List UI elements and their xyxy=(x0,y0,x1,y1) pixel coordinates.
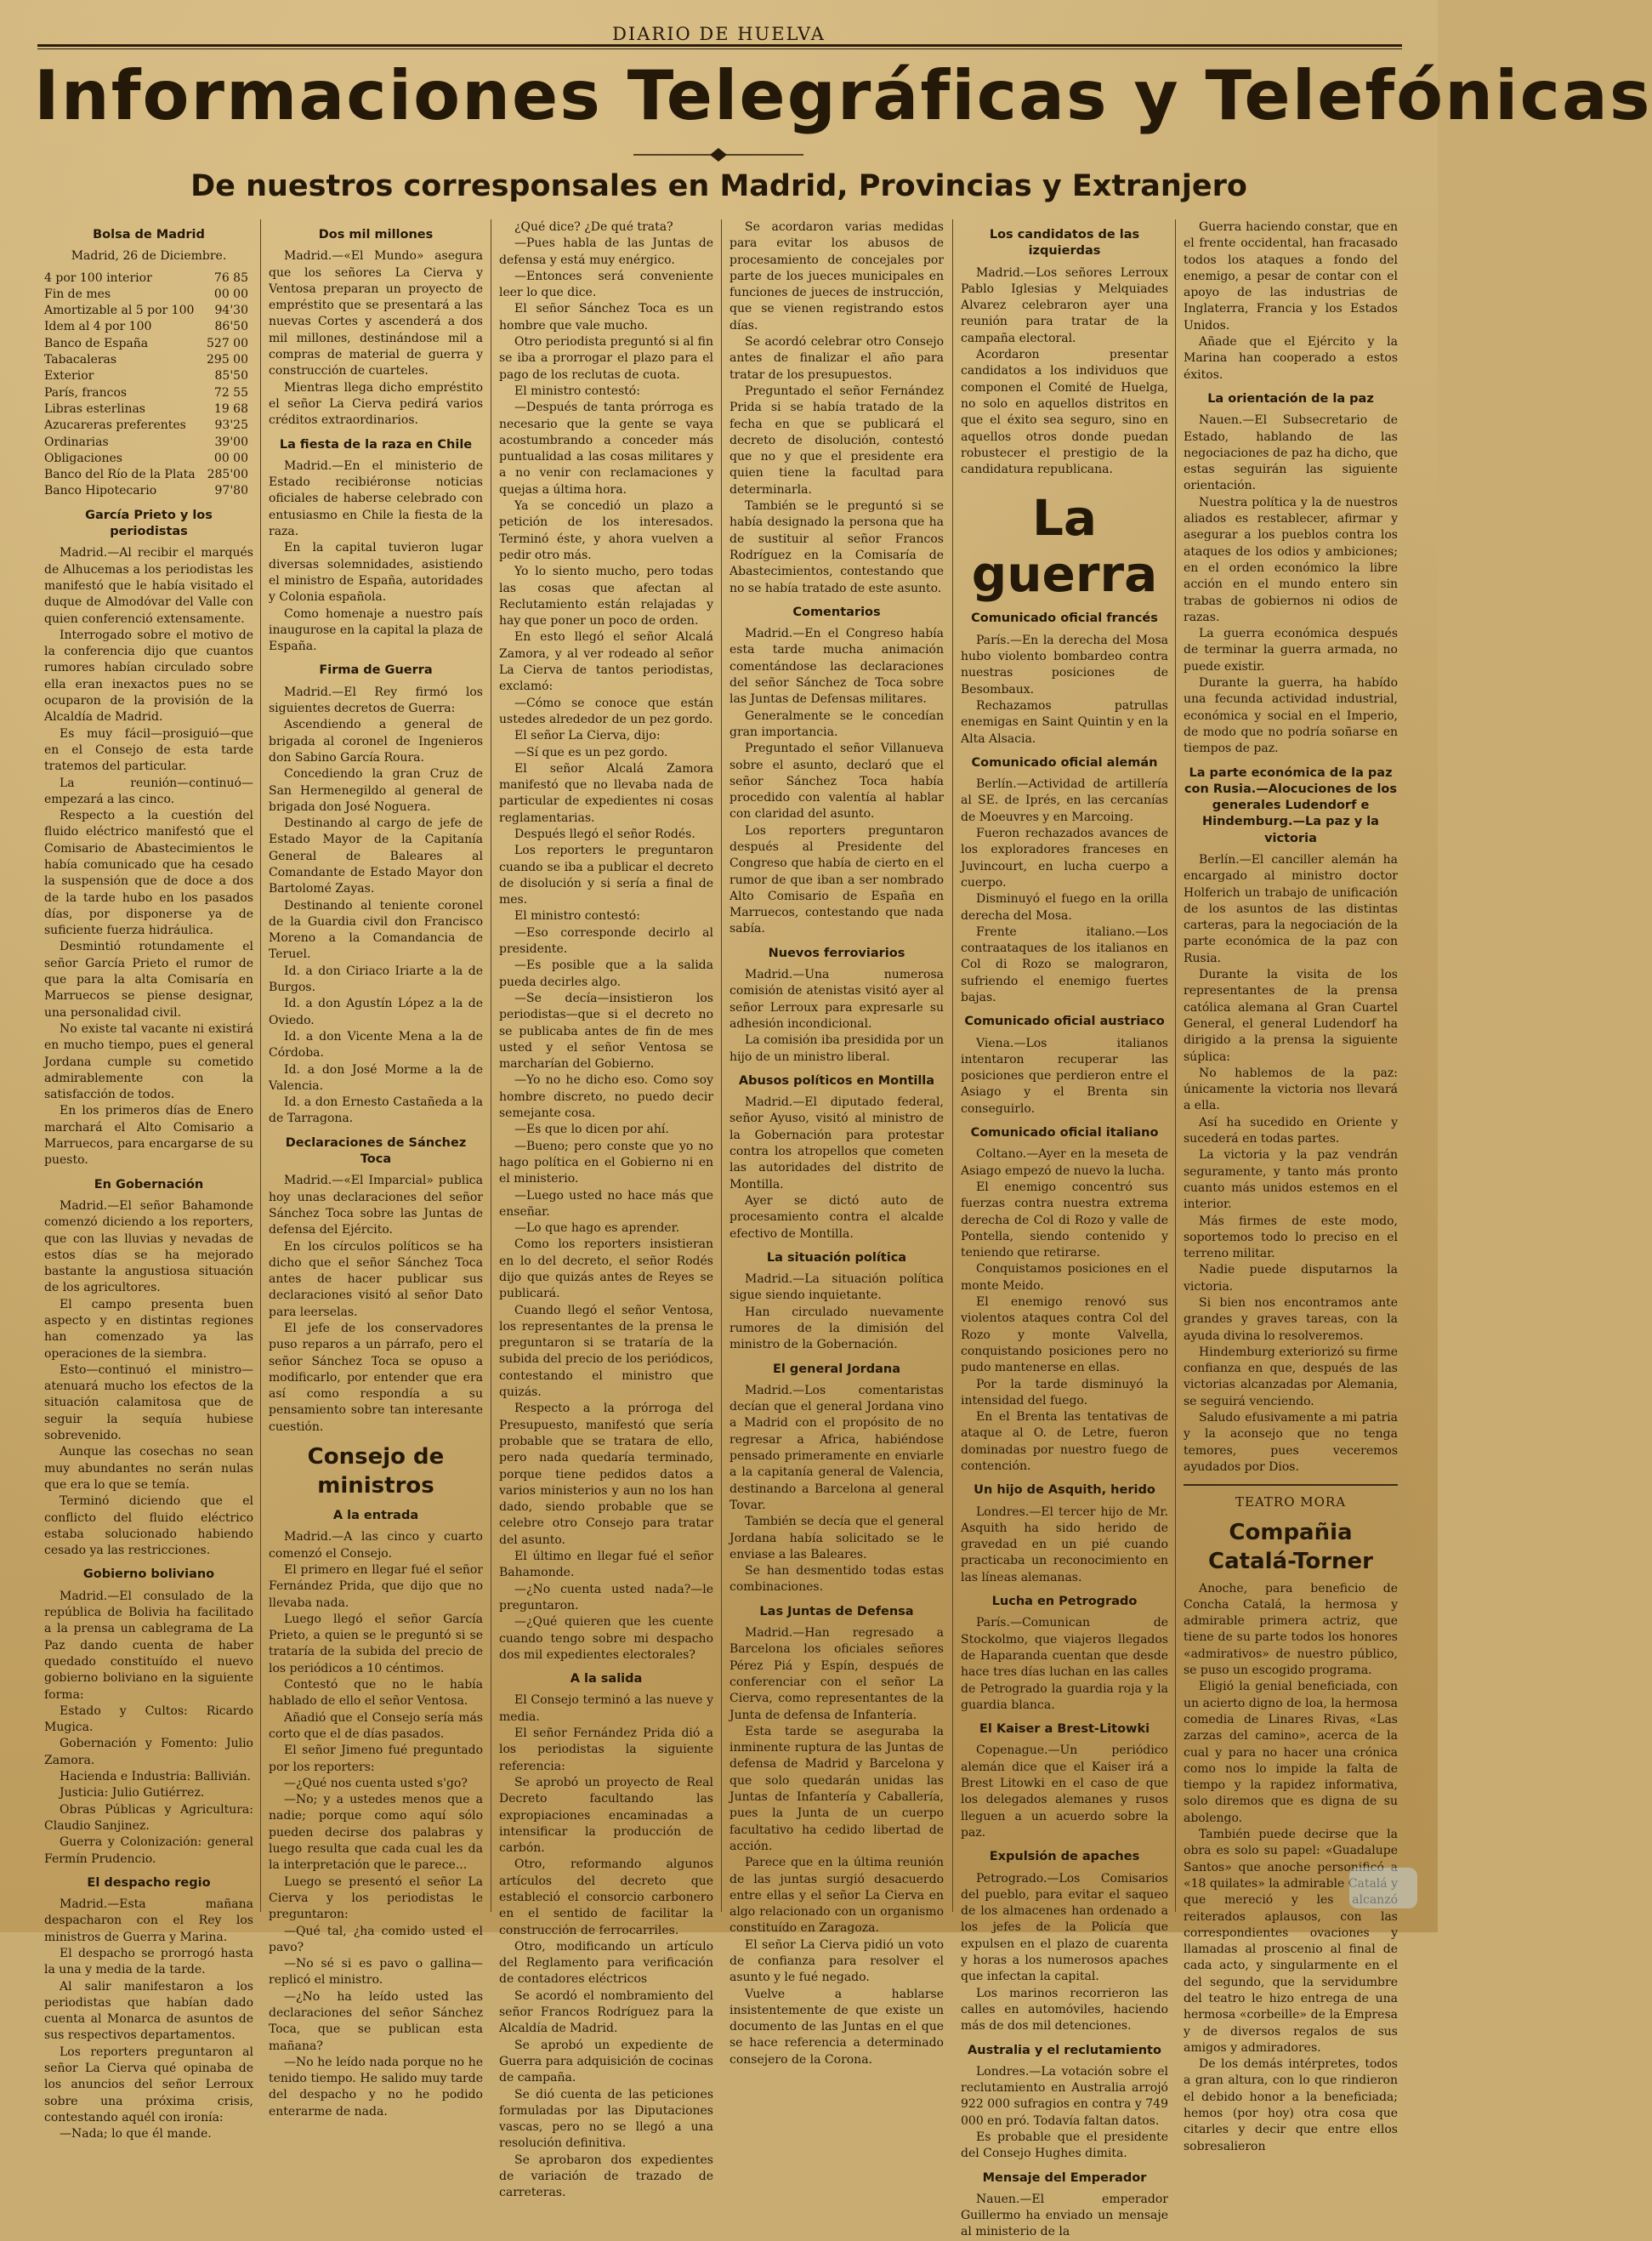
top-rule-thin xyxy=(37,48,1402,49)
section-heading: La parte económica de la paz con Rusia.—Alocuciones de los generales Ludendorf e Hindemburg.—La paz y la victoria xyxy=(1184,765,1398,845)
stock-label: Fin de mes xyxy=(44,287,111,301)
column-5 xyxy=(961,219,1168,2239)
stock-value: 285'00 xyxy=(207,468,248,482)
paragraph: El ministro contestó: xyxy=(514,384,640,398)
stock-row xyxy=(44,270,253,287)
paragraph: Madrid.—El diputado federal, señor Ayuso, visitó al ministro de la Gobernación para protestar contra los atropellos que cometen las autoridades del distrito de Montilla. xyxy=(729,1095,944,1192)
paragraph: Nauen.—El emperador Guillermo ha enviado un mensaje al ministerio de la xyxy=(961,2192,1168,2239)
paragraph: El ministro contestó: xyxy=(514,909,640,924)
paragraph: Nadie puede disputarnos la victoria. xyxy=(1184,1263,1398,1294)
article-body xyxy=(961,265,1168,479)
stock-value: 86'50 xyxy=(214,320,248,334)
paragraph: Preguntado el señor Villanueva sobre el asunto, declaró que el señor Sánchez Toca había procedido con valentía al hablar con claridad del asunto. xyxy=(729,742,944,822)
column-3 xyxy=(499,219,713,2200)
stock-label: Banco Hipotecario xyxy=(44,484,157,498)
paragraph: —¿Qué nos cuenta usted s'go? xyxy=(284,1776,468,1790)
stock-value: 94'30 xyxy=(214,304,248,318)
paragraph: Madrid.—Los señores Lerroux Pablo Iglesias y Melquiades Alvarez celebraron ayer una reunión para tratar de la campaña electoral. xyxy=(961,265,1168,345)
section-heading: García Prieto y los periodistas xyxy=(85,508,213,539)
headline: Informaciones Telegráficas y Telefónicas xyxy=(34,56,1652,135)
stock-row xyxy=(44,319,253,335)
paragraph: —Se decía—insistieron los periodistas—que si el decreto no se publicaba antes de fin de mes usted y el señor Ventosa se marcharían del Gobierno. xyxy=(499,991,713,1072)
stock-label: Amortizable al 5 por 100 xyxy=(44,304,195,318)
section-heading: Gobierno boliviano xyxy=(82,1567,215,1582)
paragraph: Berlín.—Actividad de artillería al SE. de Iprés, en las cercanías de Moeuvres y en Marcoing. xyxy=(961,777,1168,824)
section-heading: Mensaje del Emperador xyxy=(982,2170,1147,2185)
stock-value: 76 85 xyxy=(213,270,248,285)
paragraph: Se acordó celebrar otro Consejo antes de finalizar el año para tratar de los presupuestos. xyxy=(729,335,944,382)
section-heading: Comunicado oficial austriaco xyxy=(964,1015,1165,1029)
section-heading: Abusos políticos en Montilla xyxy=(738,1073,935,1088)
stock-label: Exterior xyxy=(44,369,94,384)
stock-value: 93'25 xyxy=(214,418,248,433)
paragraph: Los reporters preguntaron al señor La Cierva qué opinaba de los anuncios del señor Lerroux sobre una próxima crisis, contestando aquél con ironía: xyxy=(44,2045,253,2124)
paragraph: Madrid.—El consulado de la república de Bolivia ha facilitado a la prensa un cablegrama de La Paz dando cuenta de haber quedado constituído el nuevo gobierno boliviano en la siguiente forma: xyxy=(44,1589,253,1702)
paragraph: —Qué tal, ¿ha comido usted el pavo? xyxy=(269,1924,483,1954)
section-heading-large: Consejo de ministros xyxy=(307,1444,445,1499)
paragraph: Id. a don Ciriaco Iriarte a la de Burgos. xyxy=(269,964,483,995)
paragraph: Los reporters le preguntaron cuando se iba a publicar el decreto de disolución y si sería a final de mes. xyxy=(499,844,713,907)
paragraph: Al salir manifestaron a los periodistas que habían dado cuenta al Monarca de asuntos de sus respectivos departamentos. xyxy=(44,1979,253,2043)
paragraph: —Nada; lo que él mande. xyxy=(60,2127,212,2141)
paragraph: La comisión iba presidida por un hijo de un ministro liberal. xyxy=(729,1033,944,1064)
paragraph: Madrid.—«El Mundo» asegura que los señores La Cierva y Ventosa preparan un proyecto de empréstito que se presentará a las nuevas Cortes y ascenderá a dos mil millones, destinándose mil a compras de material de guerra y construcción de cuarteles. xyxy=(269,249,483,378)
paragraph: París.—Comunican de Stockolmo, que viajeros llegados de Haparanda cuentan que desde hace tres días luchan en las calles de Petrogrado la guardia roja y la guardia blanca. xyxy=(961,1616,1168,1712)
stock-row xyxy=(44,336,253,352)
paragraph: París.—En la derecha del Mosa hubo violento bombardeo contra nuestras posiciones de Besombaux. xyxy=(961,633,1168,697)
paragraph: Ascendiendo a general de brigada al coronel de Ingenieros don Sabino García Roura. xyxy=(269,718,483,765)
paragraph: Nauen.—El Subsecretario de Estado, hablando de las negociaciones de paz ha dicho, que estas seguirán las siguiente orientación. xyxy=(1184,413,1398,493)
paragraph: El señor Fernández Prida dió a los periodistas la siguiente referencia: xyxy=(499,1726,713,1773)
paragraph: Madrid.—Una numerosa comisión de atenistas visitó ayer al señor Lerroux para expresarle su adhesión incondicional. xyxy=(729,968,944,1031)
article-body xyxy=(729,967,944,1066)
section-heading: Declaraciones de Sánchez Toca xyxy=(285,1135,467,1167)
paragraph: No hablemos de la paz: únicamente la victoria nos llevará a ella. xyxy=(1184,1066,1398,1113)
paragraph: Han circulado nuevamente rumores de la dimisión del ministro de la Gobernación. xyxy=(729,1305,944,1352)
section-heading: Lucha en Petrogrado xyxy=(991,1595,1138,1609)
paragraph: Otro, reformando algunos artículos del decreto que estableció el consorcio carbonero en el sentido de facilitar la construcción de ferrocarriles. xyxy=(499,1857,713,1937)
paragraph: Respecto a la prórroga del Presupuesto, manifestó que sería probable que se tratara de ello, pero nada quedaría terminado, porque tiene pedidos datos a varios ministerios y aun no los han dado, siendo probable que se celebre otro Consejo para tratar del asunto. xyxy=(499,1402,713,1547)
stock-label: Banco del Río de la Plata xyxy=(44,468,196,482)
paragraph: El campo presenta buen aspecto y en distintas regiones han comenzado ya las operaciones de la siembra. xyxy=(44,1297,253,1361)
section-heading: Bolsa de Madrid xyxy=(93,228,205,242)
stock-row xyxy=(44,401,253,418)
paragraph: —Bueno; pero conste que yo no hago política en el Gobierno ni en el ministerio. xyxy=(499,1139,713,1186)
section-heading: Comentarios xyxy=(792,605,881,619)
stock-label: 4 por 100 interior xyxy=(44,270,152,285)
ornament-rule xyxy=(633,146,803,163)
paragraph: Saludo efusivamente a mi patria y la aconsejo que no tenga temores, pues veceremos ayudados por Dios. xyxy=(1184,1411,1398,1474)
paragraph: —Es posible que a la salida pueda decirles algo. xyxy=(499,958,713,989)
article-body xyxy=(729,1625,944,2068)
paragraph: Preguntado el señor Fernández Prida si se había tratado de la fecha en que se publicará el decreto de disolución, contestó que no y que el presidente era quien tiene la facultad para determinarla. xyxy=(729,384,944,497)
stock-value: 97'80 xyxy=(214,484,248,498)
paragraph: Se acordaron varias medidas para evitar los abusos de procesamiento de concejales por parte de los jueces municipales en funciones de jueces de instrucción, que se vienen registrando estos días. xyxy=(729,220,944,333)
section-heading: Comunicado oficial alemán xyxy=(971,755,1158,770)
article-body xyxy=(729,1271,944,1353)
paragraph: Disminuyó el fuego en la orilla derecha del Mosa. xyxy=(961,892,1168,923)
paragraph: Obras Públicas y Agricultura: Claudio Sanjinez. xyxy=(44,1802,253,1833)
paragraph: Aunque las cosechas no sean muy abundantes no serán nulas que era lo que se temía. xyxy=(44,1445,253,1492)
article-body xyxy=(961,1615,1168,1714)
paragraph: El señor La Cierva, dijo: xyxy=(514,729,661,743)
paragraph: —No he leído nada porque no he tenido tiempo. He salido muy tarde del despacho y no he podido enterarme de nada. xyxy=(269,2055,483,2119)
section-heading: La fiesta de la raza en Chile xyxy=(279,437,473,452)
stock-value: 295 00 xyxy=(207,353,248,367)
article-body xyxy=(44,545,253,1169)
stock-row xyxy=(44,451,253,467)
stock-value: 527 00 xyxy=(207,336,248,350)
paragraph: Otro, modificando un artículo del Reglamento para verificación de contadores eléctricos xyxy=(499,1939,713,1987)
stock-row xyxy=(44,435,253,451)
paragraph: Guerra haciendo constar, que en el frente occidental, han fracasado todos los ataques a fondo del enemigo, a pesar de contar con el apoyo de las industrias de Inglaterra, Francia y los Estados Unidos. xyxy=(1184,220,1398,333)
stock-row xyxy=(44,483,253,499)
paragraph: Esta tarde se aseguraba la inminente ruptura de las Juntas de defensa de Madrid y Barcelona y que solo quedarán unidas las Juntas de Infantería y Caballería, pues la Junta de un cuerpo facultativo ha cedido libertad de acción. xyxy=(729,1724,944,1853)
paragraph: No existe tal vacante ni existirá en mucho tiempo, pues el general Jordana cumple su cometido admirablemente con la satisfacción de todos. xyxy=(44,1021,253,1102)
paragraph: Desmintió rotundamente el señor García Prieto el rumor de que para la alta Comisaría en Marruecos se piense designar, una personalidad civil. xyxy=(44,940,253,1020)
section-heading: La orientación de la paz xyxy=(1207,391,1374,406)
paragraph: La victoria y la paz vendrán seguramente, y tanto más pronto cuanto más unidos estemos en el interior. xyxy=(1184,1148,1398,1212)
paragraph: ¿Qué dice? ¿De qué trata? xyxy=(514,220,673,234)
article-body xyxy=(729,1383,944,1596)
paragraph: Ya se concedió un plazo a petición de los interesados. Terminó éste, y ahora vuelven a pedir otro más. xyxy=(499,499,713,562)
paragraph: Destinando al cargo de jefe de Estado Mayor de la Capitanía General de Baleares al Comandante de Estado Mayor don Bartolomé Zayas. xyxy=(269,816,483,896)
section-heading-large: Compañia Catalá-Torner xyxy=(1208,1519,1373,1574)
article-body xyxy=(961,776,1168,1006)
section-heading: Australia y el reclutamiento xyxy=(968,2043,1161,2057)
paragraph: —Pues habla de las Juntas de defensa y está muy enérgico. xyxy=(499,236,713,267)
column-2 xyxy=(269,219,483,2119)
paragraph: Fueron rechazados avances de los exploradores franceses en Juvincourt, en lucha cuerpo a cuerpo. xyxy=(961,827,1168,890)
paragraph: Madrid.—«El Imparcial» publica hoy unas declaraciones del señor Sánchez Toca sobre las Juntas de defensa del Ejército. xyxy=(269,1174,483,1237)
paragraph: Nuestra política y la de nuestros aliados es restablecer, afirmar y asegurar a los pueblos contra los ataques de los odios y ambiciones; en el orden económico la libre acción en el mundo entero sin trabas de gobiernos ni odios de razas. xyxy=(1184,495,1398,624)
paragraph: Añade que el Ejército y la Marina han cooperado a estos éxitos. xyxy=(1184,335,1398,382)
paragraph: Id. a don Ernesto Castañeda a la de Tarragona. xyxy=(269,1095,483,1126)
paragraph: Se dió cuenta de las peticiones formuladas por las Diputaciones vascas, pero no se llegó a una resolución definitiva. xyxy=(499,2087,713,2151)
paragraph: Petrogrado.—Los Comisarios del pueblo, para evitar el saqueo de los almacenes han ordenado a los jefes de la Policía que expulsen en el plazo de cuarenta y horas a los numerosos apaches que infectan la capital. xyxy=(961,1871,1168,1984)
paragraph: Concediendo la gran Cruz de San Hermenegildo al general de brigada don José Noguera. xyxy=(269,767,483,814)
paragraph: Parece que en la última reunión de las juntas surgió desacuerdo entre ellas y el señor La Cierva en algo relacionado con un organismo constituído en Zaragoza. xyxy=(729,1856,944,1936)
paragraph: Viena.—Los italianos intentaron recuperar las posiciones que perdieron entre el Asiago y el Brenta sin conseguirlo. xyxy=(961,1036,1168,1116)
paragraph: En el Brenta las tentativas de ataque al O. de Letre, fueron dominadas por nuestro fuego de contención. xyxy=(961,1410,1168,1473)
paragraph: También se decía que el general Jordana había solicitado se le enviase a las Baleares. xyxy=(729,1515,944,1561)
paragraph: —Lo que hago es aprender. xyxy=(514,1221,680,1236)
paragraph: Así ha sucedido en Oriente y sucederá en todas partes. xyxy=(1184,1115,1398,1146)
paragraph: También se le preguntó si se había designado la persona que ha de sustituir al señor Francos Rodríguez en la Comisaría de Abastecimientos, contestando que no se había tratado de este asunto. xyxy=(729,499,944,595)
paragraph: La guerra económica después de terminar la guerra armada, no puede existir. xyxy=(1184,627,1398,674)
stock-table xyxy=(44,270,253,500)
paragraph: Se aprobó un proyecto de Real Decreto facultando las expropiaciones encaminadas a intensificar la producción de carbón. xyxy=(499,1775,713,1856)
stock-row xyxy=(44,287,253,303)
paragraph: El señor Alcalá Zamora manifestó que no llevaba nada de particular de expedientes ni cosas reglamentarias. xyxy=(499,761,713,825)
article-body xyxy=(961,1146,1168,1475)
stock-row xyxy=(44,352,253,368)
stock-label: Azucareras preferentes xyxy=(44,418,186,433)
section-heading: Firma de Guerra xyxy=(319,663,433,678)
paragraph: Copenague.—Un periódico alemán dice que el Kaiser irá a Brest Litowki en el caso de que los delegados alemanes y rusos lleguen a un acuerdo sobre la paz. xyxy=(961,1743,1168,1840)
section-heading: Un hijo de Asquith, herido xyxy=(974,1483,1155,1498)
paragraph: De los demás intérpretes, todos a gran altura, con lo que rindieron el debido honor a la beneficiada; hemos (por hoy) otra cosa que citarles y decir que entre ellos sobresalieron xyxy=(1184,2057,1398,2153)
stock-value: 39'00 xyxy=(214,435,248,449)
paragraph: Anoche, para beneficio de Concha Catalá, la hermosa y admirable primera actriz, que tiene de su parte todos los honores «admirativos» de nuestro público, se puso un escogido programa. xyxy=(1184,1581,1398,1678)
paragraph: Cuando llegó el señor Ventosa, los representantes de la prensa le preguntaron si se trataría de la subida del precio de los periódicos, contestando el ministro que quizás. xyxy=(499,1303,713,1400)
stock-label: Obligaciones xyxy=(44,451,122,465)
paragraph: El señor Jimeno fué preguntado por los reporters: xyxy=(269,1743,483,1774)
dateline: Madrid, 26 de Diciembre. xyxy=(71,249,227,264)
paragraph: Como los reporters insistieran en lo del decreto, el señor Rodés dijo que quizás antes de Reyes se publicará. xyxy=(499,1237,713,1301)
paragraph: El enemigo concentró sus fuerzas contra nuestra extrema derecha de Col di Rozo y valle de Pontella, siendo contenido y teniendo que retirarse. xyxy=(961,1180,1168,1260)
paragraph: Vuelve a hablarse insistentemente de que existe un documento de las Juntas en el que se hace referencia a determinado consejero de la Corona. xyxy=(729,1987,944,2067)
paragraph: —Yo no he dicho eso. Como soy hombre discreto, no puedo decir semejante cosa. xyxy=(499,1073,713,1121)
paragraph: —No; y a ustedes menos que a nadie; porque como aquí sólo pueden decirse dos palabras y luego resulta que cada cual les da la interpretación que le parece... xyxy=(269,1793,483,1873)
paragraph: Guerra y Colonización: general Fermín Prudencio. xyxy=(44,1835,253,1866)
stock-value: 72 55 xyxy=(213,385,248,400)
article-body xyxy=(961,1871,1168,2035)
paragraph: Esto—continuó el ministro—atenuará mucho los efectos de la situación calamitosa que de seguir la sequía hubiese sobrevenido. xyxy=(44,1362,253,1443)
paragraph: Por la tarde disminuyó la intensidad del fuego. xyxy=(961,1377,1168,1408)
paragraph: En los primeros días de Enero marchará el Alto Comisario a Marruecos, para encargarse de su puesto. xyxy=(44,1104,253,1168)
article-body xyxy=(269,1529,483,2120)
paragraph: También puede decirse que la obra es solo su papel: «Guadalupe Santos» que anoche personificó a «18 quilates» la admirable Catalá y que mereció y les alcanzó reiterados aplausos, con las correspondientes ovaciones y llamadas al proscenio al final de cada acto, y singularmente en el del segundo, que la servidumbre del teatro le hizo entrega de una hermosa «corbeille» de la Empresa y de diversos regalos de sus amigos y admiradores. xyxy=(1184,1828,1398,2055)
paragraph: Id. a don Vicente Mena a la de Córdoba. xyxy=(269,1029,483,1061)
paragraph: Id. a don José Morme a la de Valencia. xyxy=(269,1062,483,1093)
column-rule xyxy=(260,219,261,1912)
section-heading: Las Juntas de Defensa xyxy=(759,1604,914,1618)
stock-value: 00 00 xyxy=(213,287,248,301)
column-4 xyxy=(729,219,944,2067)
paragraph: Gobernación y Fomento: Julio Zamora. xyxy=(44,1737,253,1767)
column-1 xyxy=(44,219,253,2141)
article-body xyxy=(269,685,483,1128)
paragraph: —¿Qué quieren que les cuente cuando tengo sobre mi despacho dos mil expedientes electorales? xyxy=(499,1615,713,1662)
paragraph: Rechazamos patrullas enemigas en Saint Quintin y en la Alta Alsacia. xyxy=(961,698,1168,746)
section-heading: Comunicado oficial italiano xyxy=(970,1126,1159,1140)
article-body xyxy=(961,1504,1168,1586)
section-heading: Dos mil millones xyxy=(318,228,434,242)
paragraph: Justicia: Julio Gutiérrez. xyxy=(60,1786,205,1800)
paragraph: —No sé si es pavo o gallina—replicó el ministro. xyxy=(269,1957,483,1988)
stock-row xyxy=(44,368,253,384)
paragraph: Después llegó el señor Rodés. xyxy=(514,827,695,841)
article-body xyxy=(269,458,483,656)
stock-row xyxy=(44,418,253,434)
paragraph: En la capital tuvieron lugar diversas solemnidades, asistiendo el ministro de España, autoridades y Colonia española. xyxy=(269,541,483,605)
paragraph: Añadió que el Consejo sería más corto que el de días pasados. xyxy=(269,1710,483,1741)
paragraph: Berlín.—El canciller alemán ha encargado al ministro doctor Holferich un trabajo de unificación de los asuntos de las distintas carteras, para la negociación de la parte económica de la paz con Rusia. xyxy=(1184,852,1398,965)
column-rule xyxy=(1175,219,1176,1912)
paragraph: En los círculos políticos se ha dicho que el señor Sánchez Toca antes de hacer publicar sus declaraciones visitó al señor Dato para leerselas. xyxy=(269,1239,483,1319)
paragraph: Eligió la genial beneficiada, con un acierto digno de loa, la hermosa comedia de Linares Rivas, «Las zarzas del camino», acerca de la cual y para no hacer una crónica como nos lo impide la falta de tiempo y la rapidez informativa, solo diremos que es digna de su abolengo. xyxy=(1184,1680,1398,1825)
paragraph: El último en llegar fué el señor Bahamonde. xyxy=(499,1550,713,1580)
paragraph: Terminó diciendo que el conflicto del fluido eléctrico estaba solucionado habiendo cesado ya las restricciones. xyxy=(44,1494,253,1558)
stock-label: Tabacaleras xyxy=(44,353,117,367)
paragraph: Se han desmentido todas estas combinaciones. xyxy=(729,1564,944,1595)
article-body xyxy=(961,633,1168,748)
stock-label: Ordinarias xyxy=(44,435,109,449)
paragraph: —Entonces será conveniente leer lo que dice. xyxy=(499,269,713,300)
paragraph: Yo lo siento mucho, pero todas las cosas que afectan al Reclutamiento están relajadas y hay que poner un poco de orden. xyxy=(499,565,713,629)
stock-label: París, francos xyxy=(44,385,128,400)
top-rule xyxy=(37,44,1402,47)
paragraph: Mientras llega dicho empréstito el señor La Cierva pedirá varios créditos extraordinarios. xyxy=(269,380,483,428)
paragraph: Destinando al teniente coronel de la Guardia civil don Francisco Moreno a la Comandancia de Teruel. xyxy=(269,898,483,962)
paragraph: La reunión—continuó—empezará a las cinco. xyxy=(44,776,253,806)
paragraph: Otro periodista preguntó si al fin se iba a prorrogar el plazo para el pago de los reclutas de cuota. xyxy=(499,335,713,382)
section-divider xyxy=(1184,1484,1398,1486)
paragraph: Se acordó el nombramiento del señor Francos Rodríguez para la Alcaldía de Madrid. xyxy=(499,1988,713,2036)
section-heading: Nuevos ferroviarios xyxy=(768,946,905,960)
section-heading: Expulsión de apaches xyxy=(989,1850,1140,1864)
running-head: DIARIO DE HUELVA xyxy=(612,24,826,44)
article-body xyxy=(499,219,713,1664)
stock-row xyxy=(44,385,253,401)
article-body xyxy=(1184,412,1398,757)
paragraph: El despacho se prorrogó hasta la una y media de la tarde. xyxy=(44,1946,253,1977)
paragraph: Londres.—El tercer hijo de Mr. Asquith ha sido herido de gravedad en un pié cuando practicaba un reconocimiento en las líneas alemanas. xyxy=(961,1504,1168,1584)
stock-value: 00 00 xyxy=(213,451,248,465)
paragraph: El primero en llegar fué el señor Fernández Prida, que dijo que no llevaba nada. xyxy=(269,1562,483,1610)
paragraph: Londres.—La votación sobre el reclutamiento en Australia arrojó 922 000 sufragios en contra y 749 000 en pró. Todavía faltan datos. xyxy=(961,2064,1168,2128)
article-body xyxy=(1184,852,1398,1476)
paragraph: Frente italiano.—Los contraataques de los italianos en Col di Rozo se malograron, sufriendo el enemigo fuertes bajas. xyxy=(961,924,1168,1004)
stock-value: 85'50 xyxy=(214,369,248,384)
paragraph: —Eso corresponde decirlo al presidente. xyxy=(499,925,713,957)
paragraph: Más firmes de este modo, soportemos todo lo preciso en el terreno militar. xyxy=(1184,1214,1398,1261)
paragraph: Durante la visita de los representantes de la prensa católica alemana al Gran Cuartel General, el general Ludendorf ha dirigido a la prensa la siguiente súplica: xyxy=(1184,968,1398,1064)
paragraph: Los reporters preguntaron después al Presidente del Congreso que había de cierto en el rumor de que iban a ser nombrado Alto Comisario de España en Marruecos, contestando que nada sabía. xyxy=(729,823,944,936)
column-rule xyxy=(952,219,953,1912)
paragraph: Madrid.—Esta mañana despacharon con el Rey los ministros de Guerra y Marina. xyxy=(44,1897,253,1944)
watermark-badge xyxy=(1349,1868,1417,1908)
article-body xyxy=(729,1095,944,1243)
section-heading: A la entrada xyxy=(332,1509,419,1523)
subheadline: De nuestros corresponsales en Madrid, Provincias y Extranjero xyxy=(190,169,1247,203)
section-heading: Los candidatos de las izquierdas xyxy=(989,228,1140,259)
section-kicker: TEATRO MORA xyxy=(1235,1494,1347,1510)
paragraph: —Cómo se conoce que están ustedes alrededor de un pez gordo. xyxy=(499,696,713,726)
paragraph: Ayer se dictó auto de procesamiento contra el alcalde efectivo de Montilla. xyxy=(729,1193,944,1241)
article-body xyxy=(729,626,944,938)
paragraph: Madrid.—A las cinco y cuarto comenzó el Consejo. xyxy=(269,1530,483,1561)
article-body xyxy=(499,1692,713,2201)
article-body xyxy=(1184,219,1398,384)
paragraph: Madrid.—Han regresado a Barcelona los oficiales señores Pérez Piá y Espín, después de conferenciar con el señor La Cierva, como representantes de la Junta de defensa de Infantería. xyxy=(729,1626,944,1722)
section-heading: Comunicado oficial francés xyxy=(971,611,1158,626)
paragraph: El señor Sánchez Toca es un hombre que vale mucho. xyxy=(499,302,713,333)
article-body xyxy=(44,1198,253,1560)
article-body xyxy=(961,1036,1168,1118)
paragraph: Id. a don Agustín López a la de Oviedo. xyxy=(269,997,483,1027)
paragraph: Hindemburg exteriorizó su firme confianza en que, después de las victorias alcanzadas por Alemania, se seguirá venciendo. xyxy=(1184,1345,1398,1408)
paragraph: Se aprobaron dos expedientes de variación de trazado de carreteras. xyxy=(499,2153,713,2200)
paragraph: —Después de tanta prórroga es necesario que la gente se vaya acostumbrando a conceder más puntualidad a las cosas militares y a no venir con reclamaciones y quejas a última hora. xyxy=(499,401,713,497)
article-body xyxy=(269,248,483,429)
article-body xyxy=(961,2192,1168,2241)
section-heading: El general Jordana xyxy=(772,1362,901,1376)
paragraph: —Es que lo dicen por ahí. xyxy=(514,1123,669,1137)
section-heading: En Gobernación xyxy=(94,1177,204,1192)
stock-row xyxy=(44,467,253,483)
stock-label: Idem al 4 por 100 xyxy=(44,320,152,334)
paragraph: El Consejo terminó a las nueve y media. xyxy=(499,1693,713,1724)
article-body xyxy=(269,1173,483,1436)
paragraph: Conquistamos posiciones en el monte Meido. xyxy=(961,1262,1168,1293)
article-body xyxy=(961,2064,1168,2163)
paragraph: El enemigo renovó sus violentos ataques contra Col del Rozo y monte Valvella, conquistando posiciones pero no pudo mantenerse en ellas. xyxy=(961,1295,1168,1375)
paragraph: —Sí que es un pez gordo. xyxy=(514,745,668,759)
paragraph: Interrogado sobre el motivo de la conferencia dijo que cuantos rumores habían circulado sobre ella eran inexactos pues no se ocuparon de la provisión de la Alcaldía de Madrid. xyxy=(44,628,253,725)
paragraph: Madrid.—Los comentaristas decían que el general Jordana vino a Madrid con el propósito de no regresar a Africa, habiéndose pensado primeramente en enviarle a la capitanía general de Valencia, destinando a Barcelona al general Tovar. xyxy=(729,1383,944,1512)
paragraph: Madrid.—Al recibir el marqués de Alhucemas a los periodistas les manifestó que le había visitado el duque de Almodóvar del Valle con quien conferenció extensamente. xyxy=(44,546,253,626)
stock-label: Banco de España xyxy=(44,336,149,350)
paragraph: Generalmente se le concedían gran importancia. xyxy=(729,708,944,739)
paragraph: Estado y Cultos: Ricardo Mugica. xyxy=(44,1704,253,1735)
paragraph: Si bien nos encontramos ante grandes y graves tareas, con la ayuda divina lo resolveremos. xyxy=(1184,1296,1398,1343)
paragraph: Madrid.—En el ministerio de Estado recibiéronse noticias oficiales de haberse celebrado con entusiasmo en Chile la fiesta de la raza. xyxy=(269,458,483,539)
section-heading: La situación política xyxy=(766,1250,907,1265)
paragraph: Es probable que el presidente del Consejo Hughes dimita. xyxy=(961,2130,1168,2161)
column-rule xyxy=(721,219,722,1912)
paragraph: Madrid.—El señor Bahamonde comenzó diciendo a los reporters, que con las lluvias y nevadas de estos días se ha mejorado bastante la angustiosa situación de los agricultores. xyxy=(44,1198,253,1295)
paragraph: Como homenaje a nuestro país inaugurose en la capital la plaza de España. xyxy=(269,606,483,654)
article-body xyxy=(729,219,944,597)
paragraph: —¿No cuenta usted nada?—le preguntaron. xyxy=(499,1582,713,1612)
paragraph: Madrid.—La situación política sigue siendo inquietante. xyxy=(729,1272,944,1303)
paragraph: Se aprobó un expediente de Guerra para adquisición de cocinas de campaña. xyxy=(499,2038,713,2085)
paragraph: En esto llegó el señor Alcalá Zamora, y al ver rodeado al señor La Cierva de tantos periodistas, exclamó: xyxy=(499,630,713,694)
paragraph: Contestó que no le había hablado de ello el señor Ventosa. xyxy=(269,1678,483,1709)
article-body xyxy=(44,1897,253,2142)
article-body xyxy=(44,1589,253,1868)
paragraph: Coltano.—Ayer en la meseta de Asiago empezó de nuevo la lucha. xyxy=(961,1147,1168,1178)
paragraph: Durante la guerra, ha habído una fecunda actividad industrial, económica y social en el Imperio, de modo que no podría soñarse en tiempos de paz. xyxy=(1184,676,1398,756)
paragraph: Luego se presentó el señor La Cierva y los periodistas le preguntaron: xyxy=(269,1874,483,1922)
paragraph: Madrid.—El Rey firmó los siguientes decretos de Guerra: xyxy=(269,685,483,716)
paragraph: Hacienda e Industria: Ballivián. xyxy=(60,1770,251,1784)
stock-value: 19 68 xyxy=(213,401,248,416)
paragraph: Acordaron presentar candidatos a los individuos que componen el Comité de Huelga, no solo en aquellos distritos en que el éxito sea seguro, sino en aquellos otros donde puedan robustecer el prestigio de la candidatura republicana. xyxy=(961,348,1168,477)
paragraph: Madrid.—En el Congreso había esta tarde mucha animación comentándose las declaraciones del señor Sánchez de Toca sobre las Juntas de Defensas militares. xyxy=(729,627,944,707)
section-heading: A la salida xyxy=(570,1672,643,1686)
article-body xyxy=(961,1743,1168,1841)
paragraph: El jefe de los conservadores puso reparos a un párrafo, pero el señor Sánchez Toca se opuso a modificarlo, por entender que era así como respondía a su pensamiento sobre tan interesante cuestión. xyxy=(269,1322,483,1434)
paragraph: El señor La Cierva pidió un voto de confianza para resolver el asunto y le fué negado. xyxy=(729,1937,944,1985)
column-6 xyxy=(1184,219,1398,2153)
section-heading: El Kaiser a Brest-Litowki xyxy=(979,1722,1150,1737)
paragraph: —Luego usted no hace más que enseñar. xyxy=(499,1188,713,1219)
paragraph: —¿No ha leído usted las declaraciones del señor Sánchez Toca, que se publican esta mañana? xyxy=(269,1989,483,2053)
section-heading: El despacho regio xyxy=(87,1875,211,1890)
paragraph: Es muy fácil—prosiguió—que en el Consejo de esta tarde tratemos del particular. xyxy=(44,726,253,774)
section-heading-huge: La guerra xyxy=(971,489,1158,604)
paragraph: Los marinos recorrieron las calles en automóviles, haciendo más de dos mil detenciones. xyxy=(961,1986,1168,2033)
stock-row xyxy=(44,303,253,319)
stock-label: Libras esterlinas xyxy=(44,401,145,416)
paragraph: Luego llegó el señor García Prieto, a quien se le preguntó si se trataría de la subida del precio de los periódicos a 10 céntimos. xyxy=(269,1612,483,1675)
paragraph: Respecto a la cuestión del fluido eléctrico manifestó que el Comisario de Abastecimientos le había comunicado que ha cesado la suspensión que de doce a dos de la tarde hubo en los pasados días, por disponerse ya de suficiente fuerza hidráulica. xyxy=(44,809,253,938)
